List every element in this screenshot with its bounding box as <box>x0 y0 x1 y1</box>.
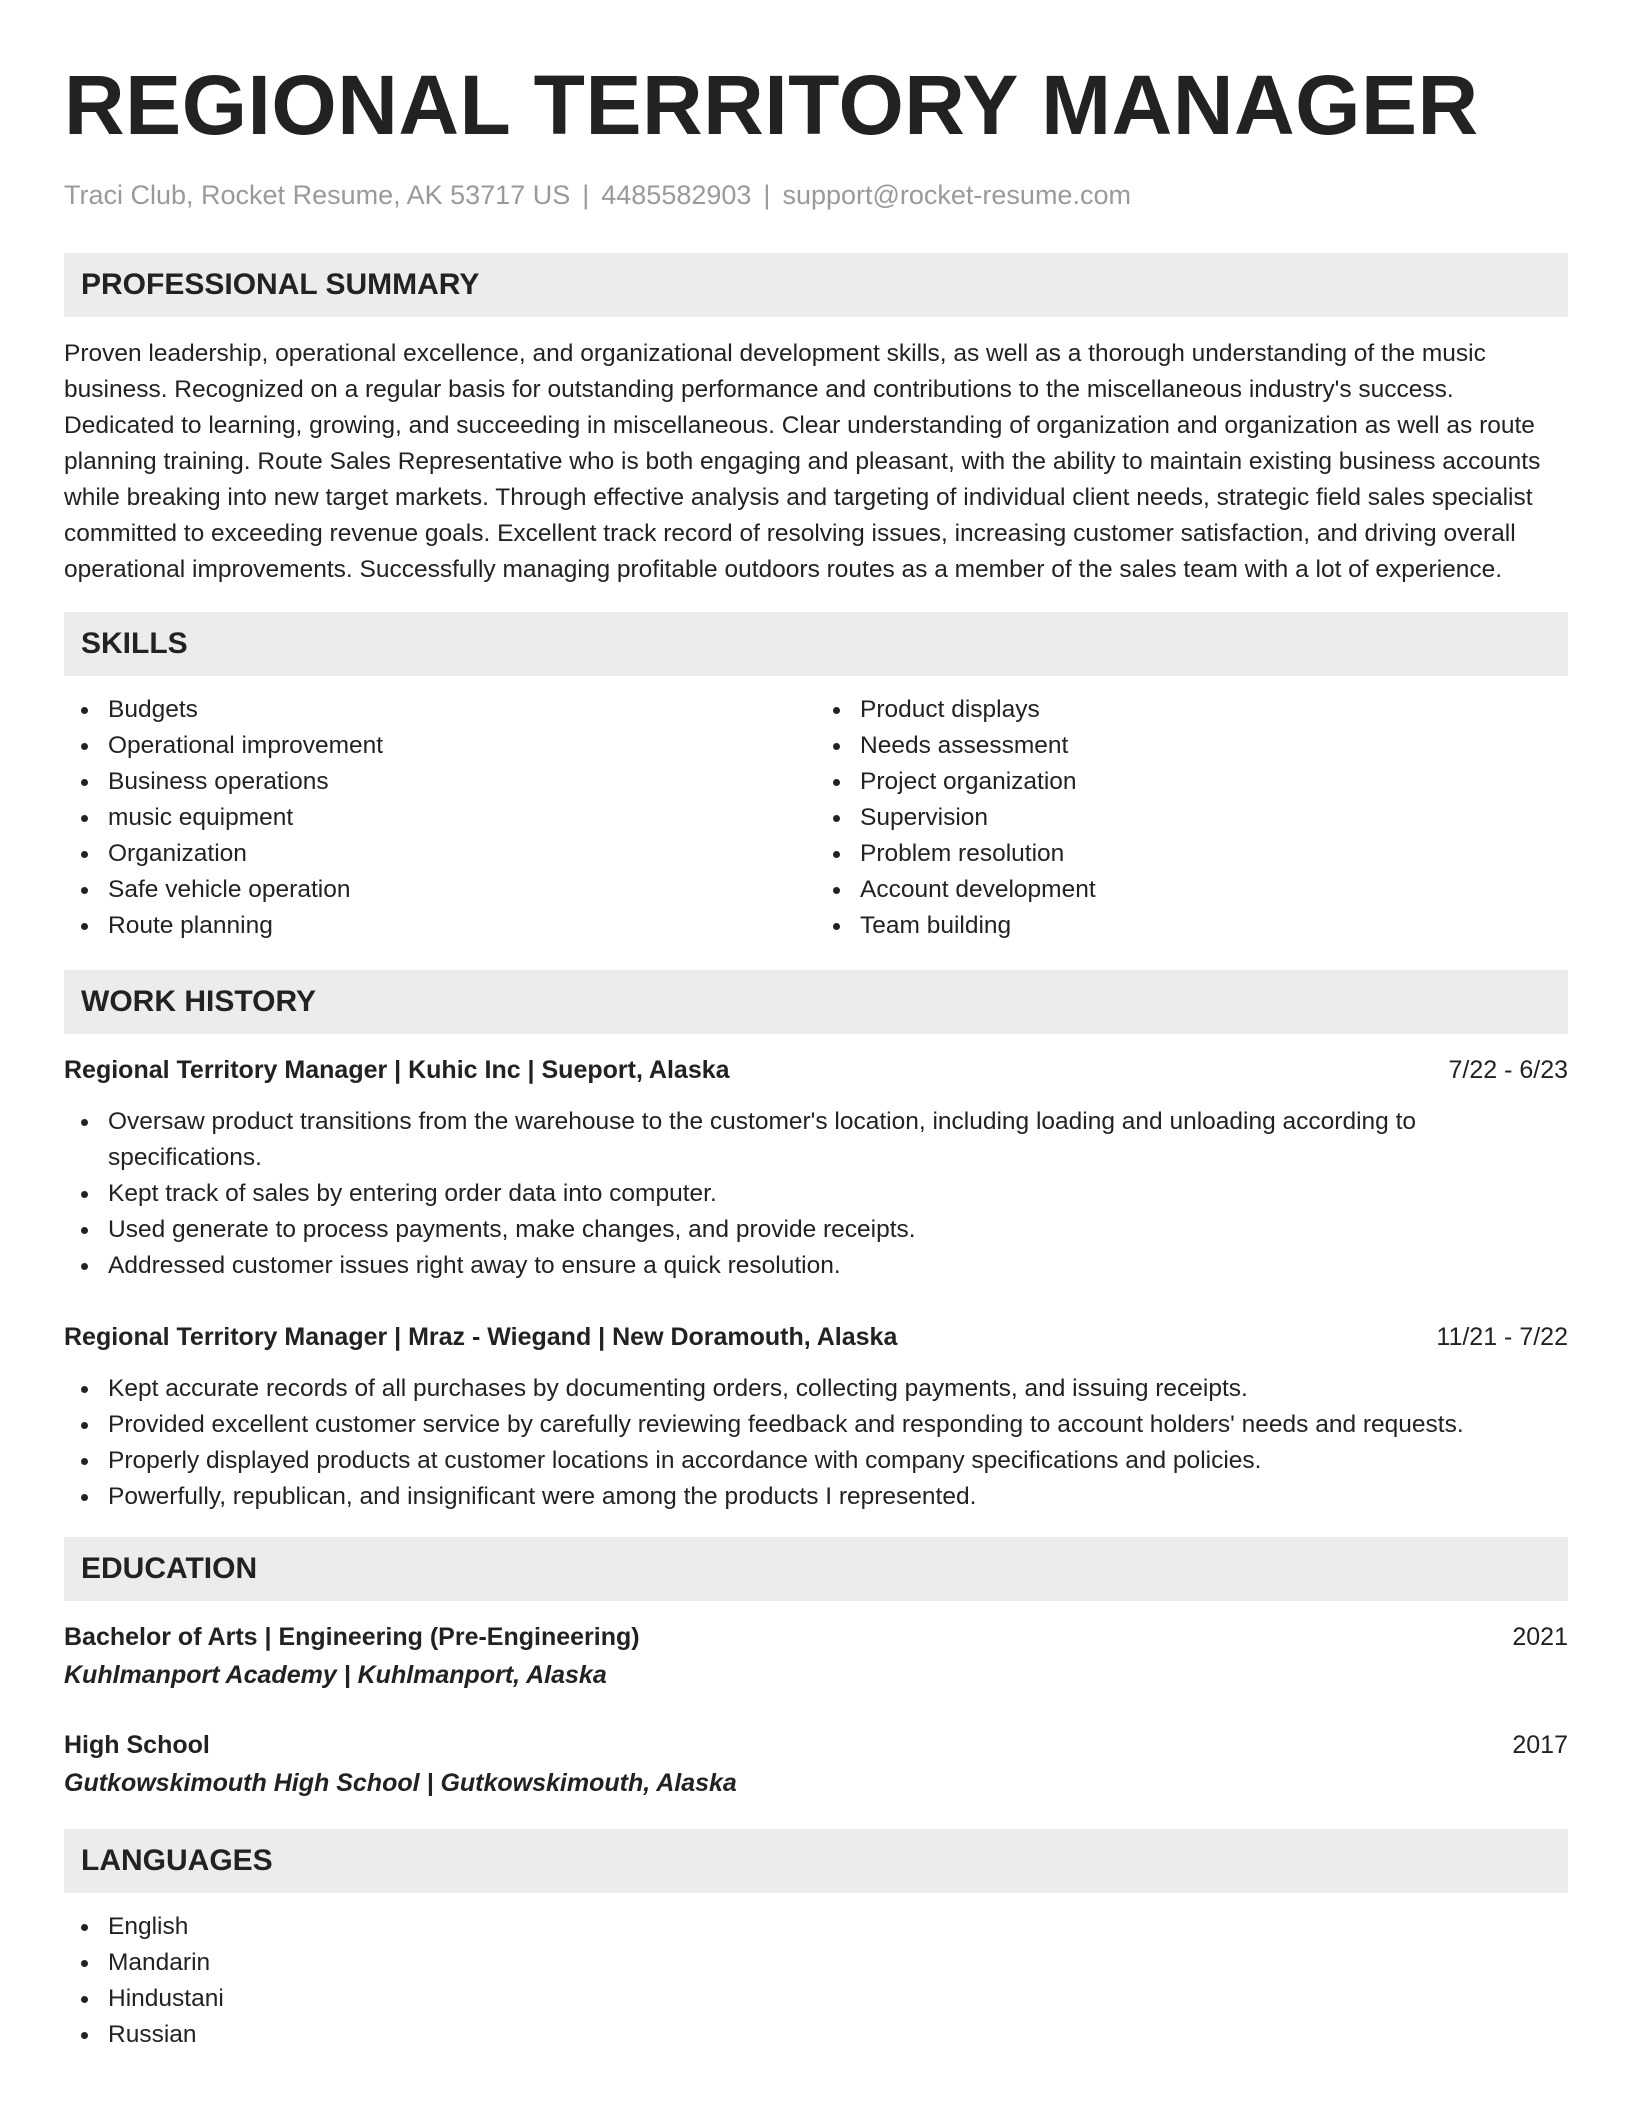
skill-item: Account development <box>816 872 1568 908</box>
languages-list <box>64 1909 1568 2053</box>
job-bullet: Kept track of sales by entering order data into computer. <box>64 1176 1568 1212</box>
language-item: English <box>64 1909 1568 1945</box>
job-title: Regional Territory Manager | Mraz - Wiegand | New Doramouth, Alaska <box>64 1323 898 1351</box>
job-bullet: Kept accurate records of all purchases by documenting orders, collecting payments, and issuing receipts. <box>64 1371 1568 1407</box>
job-bullet: Powerfully, republican, and insignificant were among the products I represented. <box>64 1479 1568 1515</box>
contact-line <box>64 177 1568 213</box>
skill-item: Problem resolution <box>816 836 1568 872</box>
resume-name: REGIONAL TERRITORY MANAGER <box>64 58 1479 152</box>
education-entry <box>64 1619 1568 1693</box>
language-item: Mandarin <box>64 1945 1568 1981</box>
job-bullet: Oversaw product transitions from the warehouse to the customer's location, including loading and unloading according to specifications. <box>64 1104 1568 1176</box>
job-bullets <box>64 1371 1568 1515</box>
section-header-summary: PROFESSIONAL SUMMARY <box>64 253 1568 317</box>
education-header <box>64 1619 1568 1655</box>
job-bullet: Used generate to process payments, make changes, and provide receipts. <box>64 1212 1568 1248</box>
skill-item: Budgets <box>64 692 816 728</box>
education-year: 2017 <box>1512 1731 1568 1759</box>
skill-item: Team building <box>816 908 1568 944</box>
education-year: 2021 <box>1512 1623 1568 1651</box>
contact-email[interactable]: support@rocket-resume.com <box>782 180 1131 210</box>
skill-item: Product displays <box>816 692 1568 728</box>
contact-phone: 4485582903 <box>601 180 752 210</box>
section-header-education: EDUCATION <box>64 1537 1568 1601</box>
job-header <box>64 1052 1568 1088</box>
section-header-languages: LANGUAGES <box>64 1829 1568 1893</box>
skill-item: Supervision <box>816 800 1568 836</box>
job-dates: 7/22 - 6/23 <box>1448 1056 1568 1084</box>
skills-list-left <box>64 692 816 944</box>
skill-item: Safe vehicle operation <box>64 872 816 908</box>
contact-separator: | <box>582 180 590 210</box>
job-entry <box>64 1052 1568 1284</box>
language-item: Russian <box>64 2017 1568 2053</box>
job-bullet: Provided excellent customer service by carefully reviewing feedback and responding to account holders' needs and requests. <box>64 1407 1568 1443</box>
skill-item: Route planning <box>64 908 816 944</box>
job-bullet: Properly displayed products at customer locations in accordance with company specifications and policies. <box>64 1443 1568 1479</box>
contact-separator: | <box>763 180 771 210</box>
job-entry <box>64 1319 1568 1515</box>
education-school: Gutkowskimouth High School | Gutkowskimouth, Alaska <box>64 1769 737 1797</box>
job-bullets <box>64 1104 1568 1284</box>
skill-item: music equipment <box>64 800 816 836</box>
skills-columns <box>64 692 1568 944</box>
skills-list-right <box>816 692 1568 944</box>
skill-item: Operational improvement <box>64 728 816 764</box>
education-school: Kuhlmanport Academy | Kuhlmanport, Alaska <box>64 1661 607 1689</box>
skill-item: Project organization <box>816 764 1568 800</box>
education-header <box>64 1727 1568 1763</box>
education-degree: Bachelor of Arts | Engineering (Pre-Engineering) <box>64 1623 640 1651</box>
job-header <box>64 1319 1568 1355</box>
language-item: Hindustani <box>64 1981 1568 2017</box>
job-title: Regional Territory Manager | Kuhic Inc | Sueport, Alaska <box>64 1056 730 1084</box>
section-header-skills: SKILLS <box>64 612 1568 676</box>
skill-item: Organization <box>64 836 816 872</box>
skill-item: Business operations <box>64 764 816 800</box>
skill-item: Needs assessment <box>816 728 1568 764</box>
contact-address: Traci Club, Rocket Resume, AK 53717 US <box>64 180 571 210</box>
job-dates: 11/21 - 7/22 <box>1436 1323 1568 1351</box>
job-bullet: Addressed customer issues right away to ensure a quick resolution. <box>64 1248 1568 1284</box>
education-entry <box>64 1727 1568 1801</box>
section-header-work: WORK HISTORY <box>64 970 1568 1034</box>
summary-text: Proven leadership, operational excellence, and organizational development skills, as well as a thorough understanding of the music business. Recognized on a regular basis for outstanding performance and contributions to the miscellaneous industry's success. Dedicated to learning, growing, and succeeding in miscellaneous. Clear understanding of organization and organization as well as route planning training. Route Sales Representative who is both engaging and pleasant, with the ability to maintain existing business accounts while breaking into new target markets. Through effective analysis and targeting of individual client needs, strategic field sales specialist committed to exceeding revenue goals. Excellent track record of resolving issues, increasing customer satisfaction, and driving overall operational improvements. Successfully managing profitable outdoors routes as a member of the sales team with a lot of experience. <box>64 340 1541 583</box>
education-degree: High School <box>64 1731 210 1759</box>
